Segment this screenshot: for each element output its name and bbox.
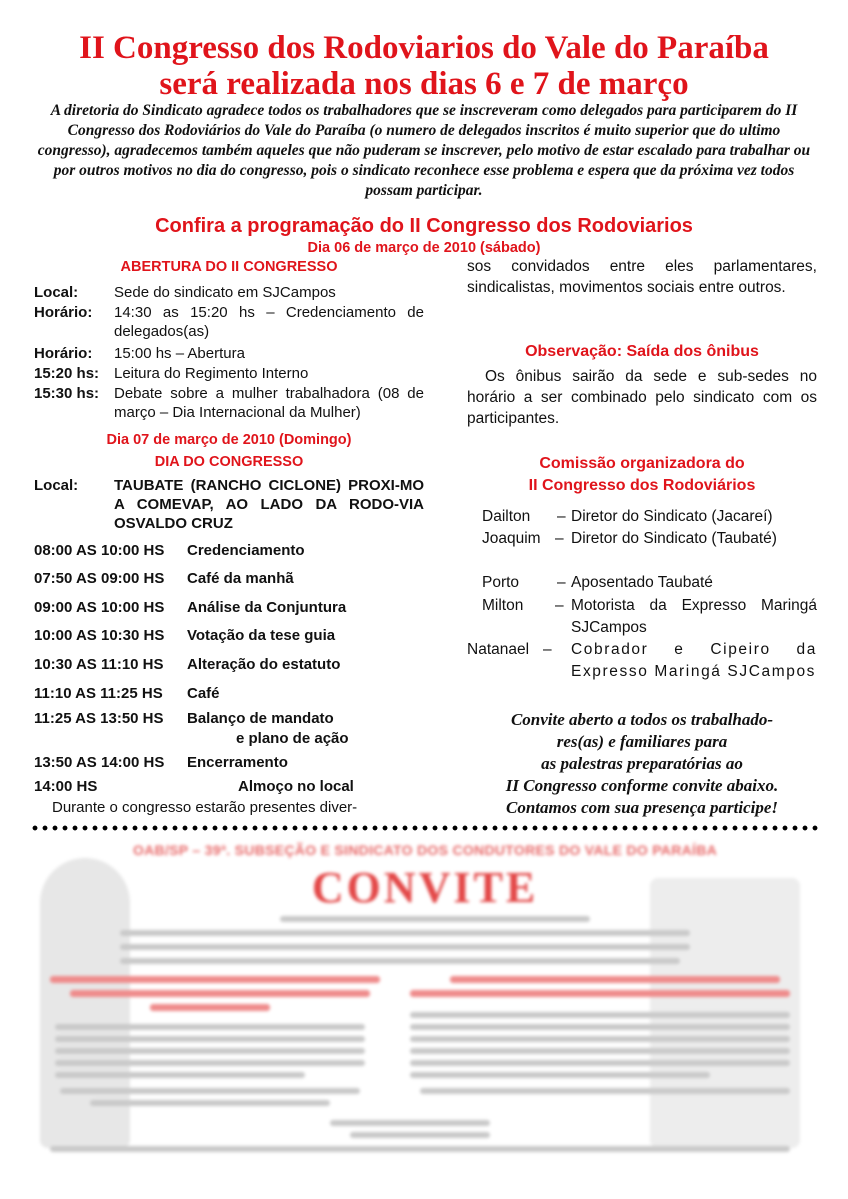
convite-title: CONVITE xyxy=(311,863,539,912)
schedule-activity: Balanço de mandato xyxy=(187,710,334,727)
schedule-time: 13:50 AS 14:00 HS xyxy=(34,754,165,771)
invite-line: Convite aberto a todos os trabalhado- xyxy=(510,710,774,729)
observacao-text: Os ônibus sairão da sede e sub-sedes no horário a ser combinado pelo sindicato com os participantes. xyxy=(467,368,817,427)
dotted-separator xyxy=(30,824,820,832)
text-line xyxy=(330,1120,490,1126)
text-line xyxy=(55,1048,365,1054)
schedule-time: 11:25 AS 13:50 HS xyxy=(34,710,164,727)
closing-right: sos convidados entre eles parlamentares, sindicalistas, movimentos sociais entre outros. xyxy=(467,258,817,296)
member-dash: – xyxy=(557,574,566,591)
abertura-title: ABERTURA DO II CONGRESSO xyxy=(120,259,338,275)
schedule-time: 07:50 AS 09:00 HS xyxy=(34,570,165,587)
closing-left: Durante o congresso estarão presentes diver- xyxy=(52,799,358,816)
schedule-activity: Almoço no local xyxy=(238,778,354,795)
text-line xyxy=(420,1088,790,1094)
text-line xyxy=(410,1060,790,1066)
text-line xyxy=(150,1004,270,1011)
schedule-activity: Análise da Conjuntura xyxy=(187,599,347,616)
text-line xyxy=(50,976,380,983)
title-line-2: será realizada nos dias 6 e 7 de março xyxy=(159,66,689,102)
text-line xyxy=(55,1024,365,1030)
text-line xyxy=(60,1088,360,1094)
member-name: Porto xyxy=(482,574,520,591)
text-line xyxy=(70,990,370,997)
title-line-1: II Congresso dos Rodoviarios do Vale do Paraíba xyxy=(79,30,769,66)
text-line xyxy=(410,1036,790,1042)
schedule-activity: e plano de ação xyxy=(236,730,349,747)
member-dash: – xyxy=(543,641,552,658)
text-line xyxy=(55,1060,365,1066)
text-line xyxy=(55,1036,365,1042)
day2-subtitle: DIA DO CONGRESSO xyxy=(154,454,304,470)
row-value: 15:00 hs – Abertura xyxy=(114,345,245,362)
member-desc: Motorista da Expresso Maringá SJCampos xyxy=(571,597,817,636)
text-line xyxy=(280,916,590,922)
text-line xyxy=(350,1132,490,1138)
member-dash: – xyxy=(555,530,564,547)
member-desc: Aposentado Taubaté xyxy=(571,574,713,591)
member-desc: Cobrador e Cipeiro da Expresso Maringá SJCampos xyxy=(571,641,817,680)
text-line xyxy=(120,958,680,964)
row-label: Local: xyxy=(34,477,79,494)
invite-text xyxy=(467,709,817,819)
schedule-time: 10:00 AS 10:30 HS xyxy=(34,627,165,644)
convite-header: OAB/SP – 39ª. SUBSEÇÃO E SINDICATO DOS CONDUTORES DO VALE DO PARAÍBA xyxy=(132,842,718,858)
schedule-activity: Alteração do estatuto xyxy=(187,656,341,673)
text-line xyxy=(410,1024,790,1030)
text-line xyxy=(410,1012,790,1018)
schedule-activity: Credenciamento xyxy=(187,542,305,559)
row-label: 15:20 hs: xyxy=(34,365,100,382)
schedule-activity: Café xyxy=(187,685,220,702)
day1-title: Dia 06 de março de 2010 (sábado) xyxy=(307,240,541,256)
member-dash: – xyxy=(557,508,566,525)
row-label: Local: xyxy=(34,284,79,301)
observacao-title: Observação: Saída dos ônibus xyxy=(525,343,759,360)
comissao-title-2: II Congresso dos Rodoviários xyxy=(528,477,756,494)
schedule-activity: Encerramento xyxy=(187,754,288,771)
schedule-time: 14:00 HS xyxy=(34,778,98,795)
page-title xyxy=(0,30,848,102)
text-line xyxy=(410,1048,790,1054)
row-label: 15:30 hs: xyxy=(34,385,100,402)
program-title: Confira a programação do II Congresso dos Rodoviarios xyxy=(155,215,693,237)
text-line xyxy=(450,976,780,983)
member-name: Joaquim xyxy=(482,530,541,547)
member-dash: – xyxy=(555,597,564,614)
member-name: Dailton xyxy=(482,508,531,525)
schedule-time: 08:00 AS 10:00 HS xyxy=(34,542,165,559)
schedule-time: 10:30 AS 11:10 HS xyxy=(34,656,164,673)
row-label: Horário: xyxy=(34,304,93,321)
comissao-title-1: Comissão organizadora do xyxy=(539,455,745,472)
convite-image xyxy=(30,838,820,1160)
day2-title: Dia 07 de março de 2010 (Domingo) xyxy=(106,432,352,448)
row-value: Debate sobre a mulher trabalhadora (08 de março – Dia Internacional da Mulher) xyxy=(114,385,424,421)
intro-paragraph: A diretoria do Sindicato agradece todos os trabalhadores que se inscreveram como delegados para participarem do II Congresso dos Rodoviários do Vale do Paraíba (o numero de delegados inscritos é muito superior que do ultimo congresso), agradecemos também aqueles que não puderam se inscrever, pelo motivo de estar escalado para trabalhar ou por outros motivos no dia do congresso, pois o sindicato reconhece esse problema e espera que da próxima vez todos possam participar. xyxy=(37,102,811,199)
text-line xyxy=(90,1100,330,1106)
text-line xyxy=(50,1146,790,1152)
invite-line: Contamos com sua presença participe! xyxy=(505,798,778,817)
member-desc: Diretor do Sindicato (Taubaté) xyxy=(571,530,777,547)
row-value: Sede do sindicato em SJCampos xyxy=(114,284,336,301)
member-name: Milton xyxy=(482,597,524,614)
member-desc: Diretor do Sindicato (Jacareí) xyxy=(571,508,773,525)
invite-line: II Congresso conforme convite abaixo. xyxy=(505,776,779,795)
text-line xyxy=(410,1072,710,1078)
schedule-time: 11:10 AS 11:25 HS xyxy=(34,685,163,702)
row-label: Horário: xyxy=(34,345,93,362)
invite-line: as palestras preparatórias ao xyxy=(541,754,743,773)
row-value: Leitura do Regimento Interno xyxy=(114,365,309,382)
row-value: TAUBATE (RANCHO CICLONE) PROXI-MO A COMEVAP, AO LADO DA RODO-VIA OSVALDO CRUZ xyxy=(114,477,424,532)
text-line xyxy=(410,990,790,997)
text-line xyxy=(120,944,690,950)
schedule-activity: Votação da tese guia xyxy=(187,627,336,644)
schedule-activity: Café da manhã xyxy=(187,570,294,587)
text-line xyxy=(120,930,690,936)
text-line xyxy=(55,1072,305,1078)
member-name: Natanael xyxy=(467,641,530,658)
invite-line: res(as) e familiares para xyxy=(556,732,728,751)
schedule-time: 09:00 AS 10:00 HS xyxy=(34,599,165,616)
row-value: 14:30 as 15:20 hs – Credenciamento de delegados(as) xyxy=(114,304,424,340)
